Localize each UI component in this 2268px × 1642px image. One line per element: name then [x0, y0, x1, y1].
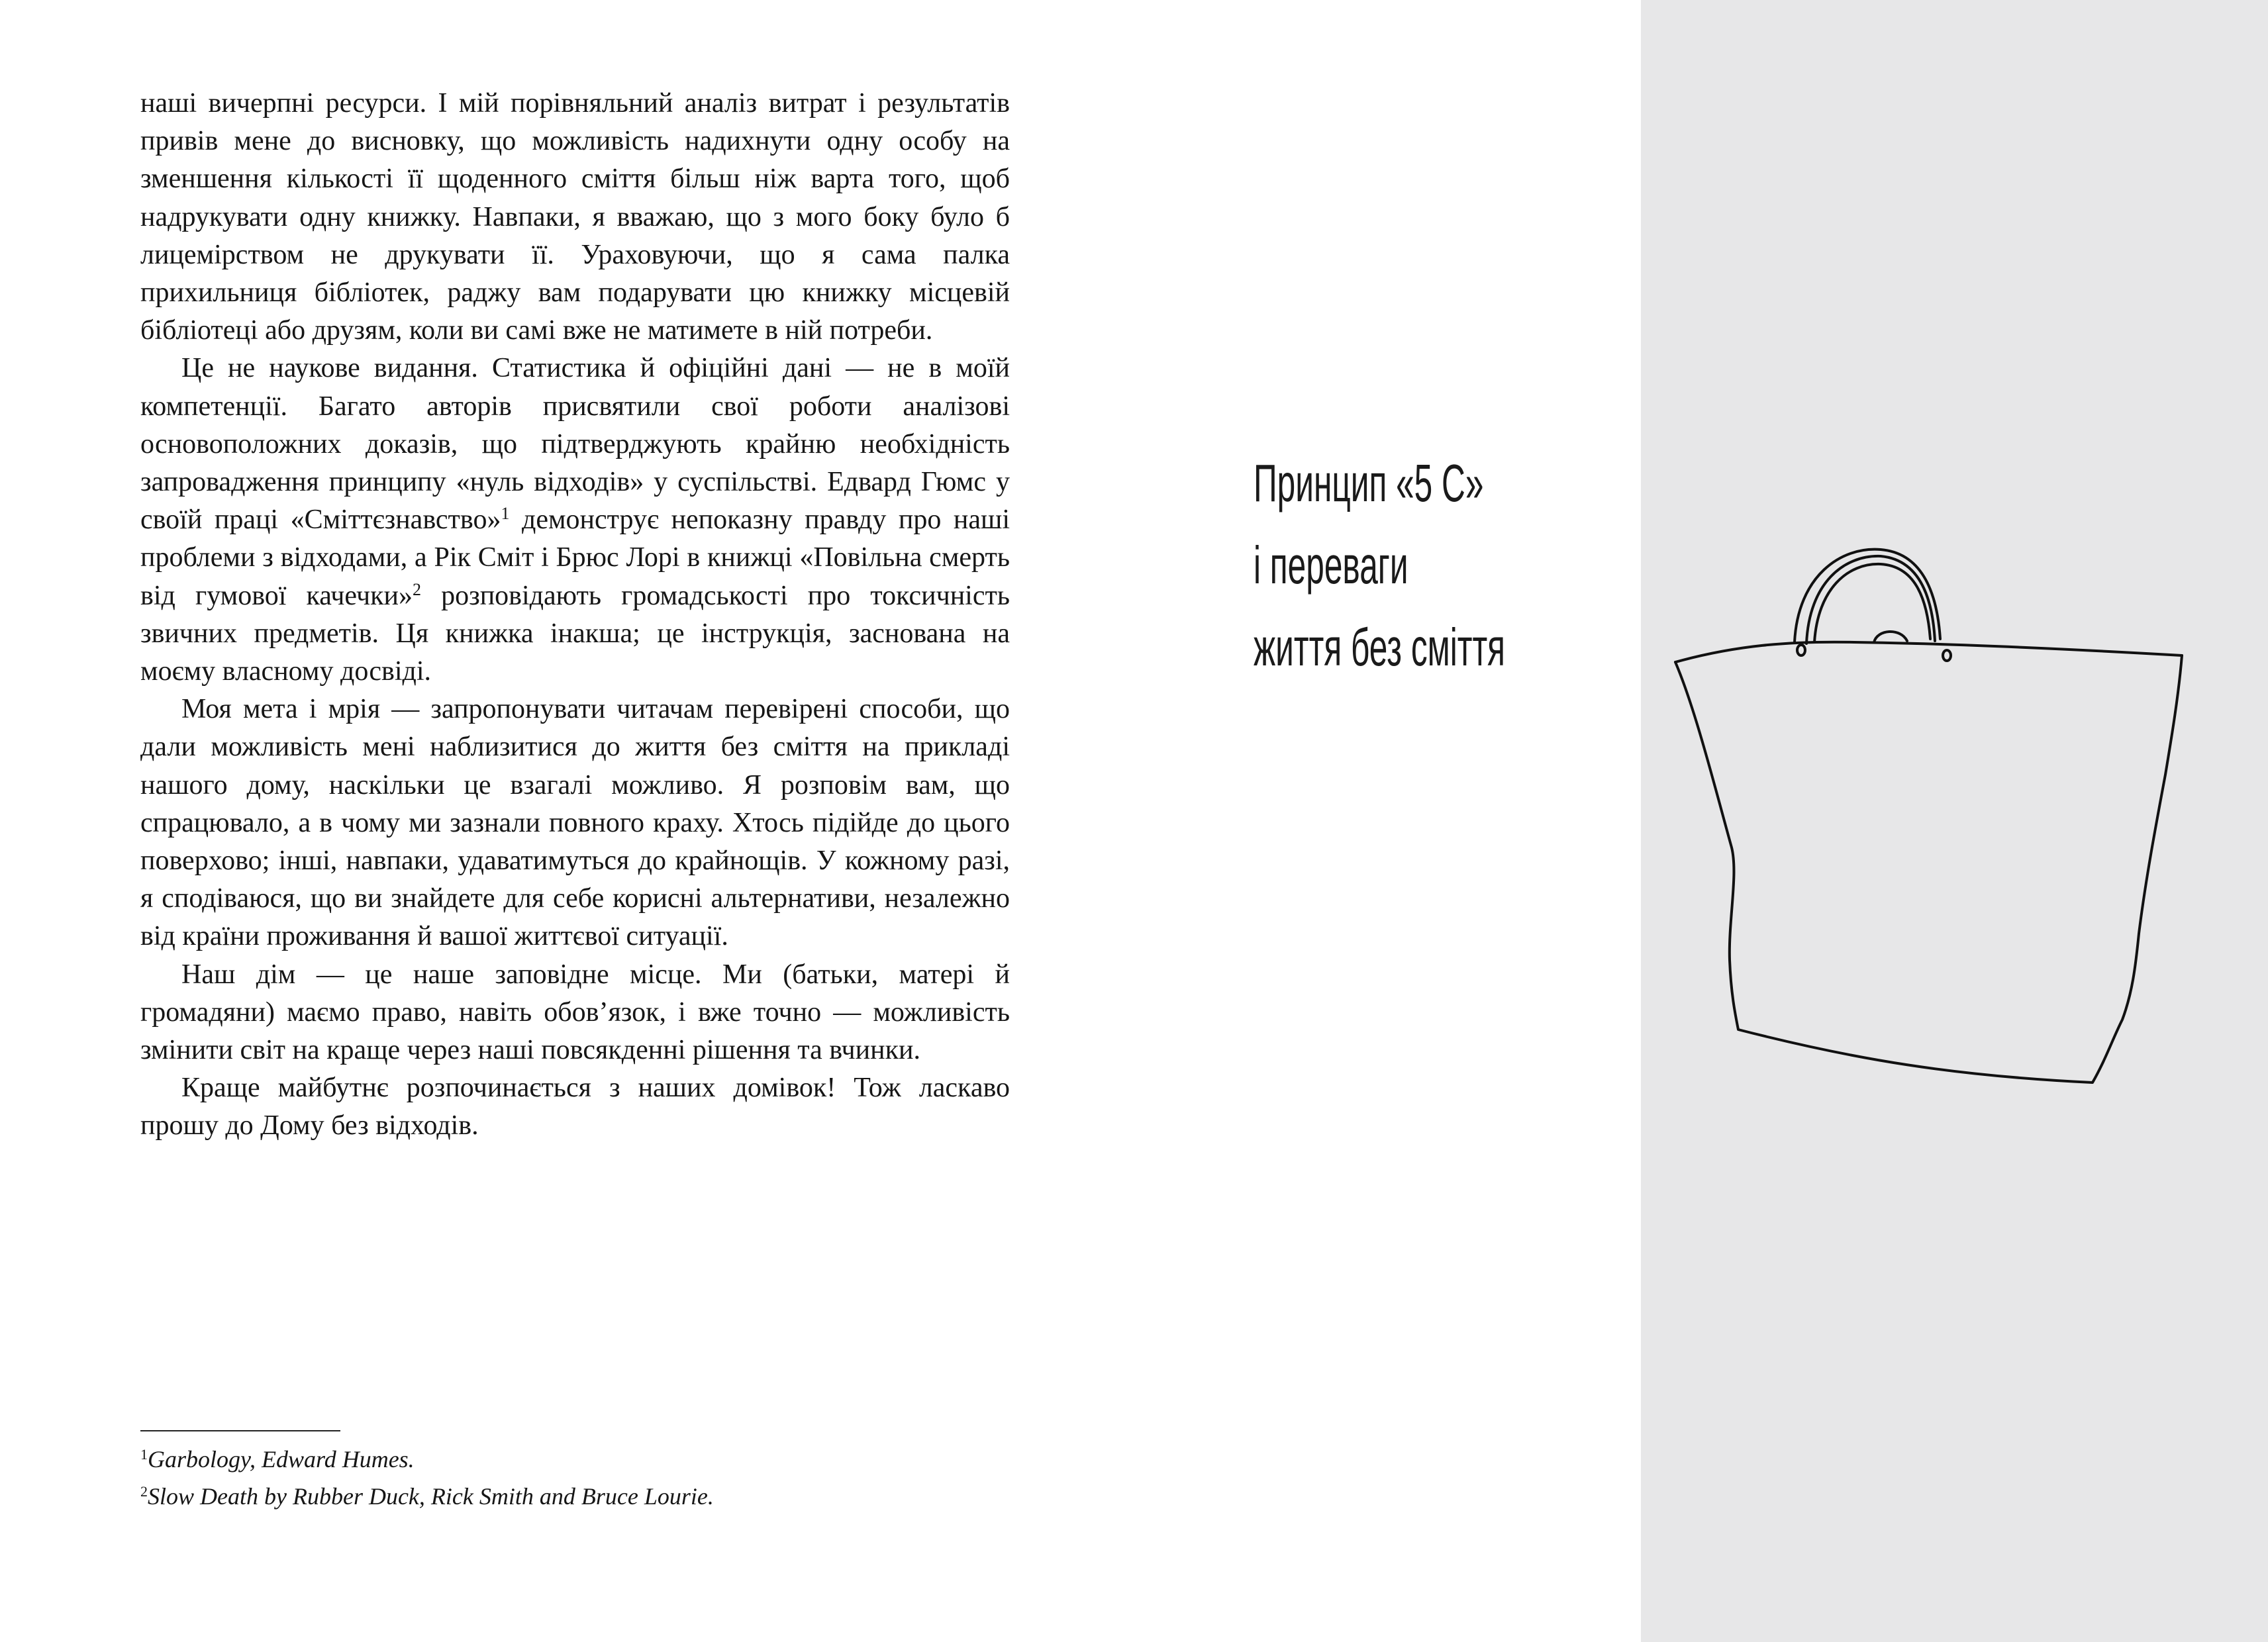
bag-inner-loop	[1874, 632, 1907, 642]
footnote-ref-2: 2	[413, 579, 421, 599]
footnote-number: 2	[140, 1483, 148, 1500]
paragraph-2-part-a: Це не наукове видання. Статистика й офіційні дані — не в моїй компетенції. Багато авторів присвятили свої роботи аналізові основоположних доказів, що підтверджують крайню необхідність запровадження принципу «нуль відходів» у суспільстві. Едвард Гюмс у своїй праці «Сміттєзнавство»	[140, 353, 1010, 536]
paragraph-3: Моя мета і мрія — запропонувати читачам перевірені способи, що дали можливість мені наблизитися до життя без сміття на прикладі нашого дому, наскільки це взагалі можливо. Я розповім вам, що спрацювало, а в чому ми зазнали повного краху. Хтось підійде до цього поверхово; інші, навпаки, удаватимуться до крайнощів. У кожному разі, я сподіваюся, що ви знайдете для себе корисні альтернативи, незалежно від країни проживання й вашої життєвої ситуації.	[140, 694, 1010, 952]
paragraph-2-part-b: демонструє непоказну правду про наші проблеми з відходами, а Рік Сміт і Брюс Лорі в книжці «Повільна смерть від гумової качечки»	[140, 505, 1010, 611]
bag-rivet-left	[1797, 645, 1805, 655]
footnote-ref-1: 1	[501, 504, 510, 524]
chapter-title	[1254, 442, 1506, 689]
footnote-2	[140, 1478, 1001, 1515]
chapter-title-line-3: життя без сміття	[1254, 618, 1506, 677]
paragraph-5: Краще майбутнє розпочинається з наших домівок! Тож ласкаво прошу до Дому без відходів.	[140, 1073, 1010, 1141]
chapter-title-line-2: і переваги	[1254, 536, 1408, 595]
footnote-divider	[140, 1430, 340, 1431]
footnote-title: Garbology	[148, 1446, 250, 1473]
footnote-author: , Rick Smith and Bruce Lourie.	[419, 1483, 714, 1510]
footnotes	[140, 1441, 1001, 1515]
footnote-number: 1	[140, 1446, 148, 1463]
paragraph-2	[140, 350, 1010, 691]
tote-bag-icon	[1655, 536, 2251, 1132]
bag-body	[1675, 655, 2182, 1083]
chapter-title-line-1: Принцип «5 С»	[1254, 454, 1484, 512]
footnote-1	[140, 1441, 1001, 1478]
body-text	[140, 85, 1010, 1145]
footnote-title: Slow Death by Rubber Duck	[148, 1483, 419, 1510]
bag-rim	[1675, 642, 2182, 662]
paragraph-4: Наш дім — це наше заповідне місце. Ми (батьки, матері й громадяни) маємо право, навіть обов’язок, і вже точно — можливість змінити світ на краще через наші повсякденні рішення та вчинки.	[140, 959, 1010, 1066]
paragraph-2-part-c: розповідають громадськості про токсичність звичних предметів. Ця книжка інакша; це інструкція, заснована на моєму власному досвіді.	[140, 580, 1010, 687]
bag-rivet-right	[1943, 650, 1951, 661]
footnote-author: , Edward Humes.	[250, 1446, 415, 1473]
paragraph-1: наші вичерпні ресурси. І мій порівняльний аналіз витрат і результатів привів мене до висновку, що можливість надихнути одну особу на зменшення кількості її щоденного сміття більш ніж варта того, щоб надрукувати одну книжку. Навпаки, я вважаю, що з мого боку було б лицемірством не друкувати її. Ураховуючи, що я сама палка прихильниця бібліотек, раджу вам подарувати цю книжку місцевій бібліотеці або друзям, коли ви самі вже не матимете в ній потреби.	[140, 88, 1010, 346]
